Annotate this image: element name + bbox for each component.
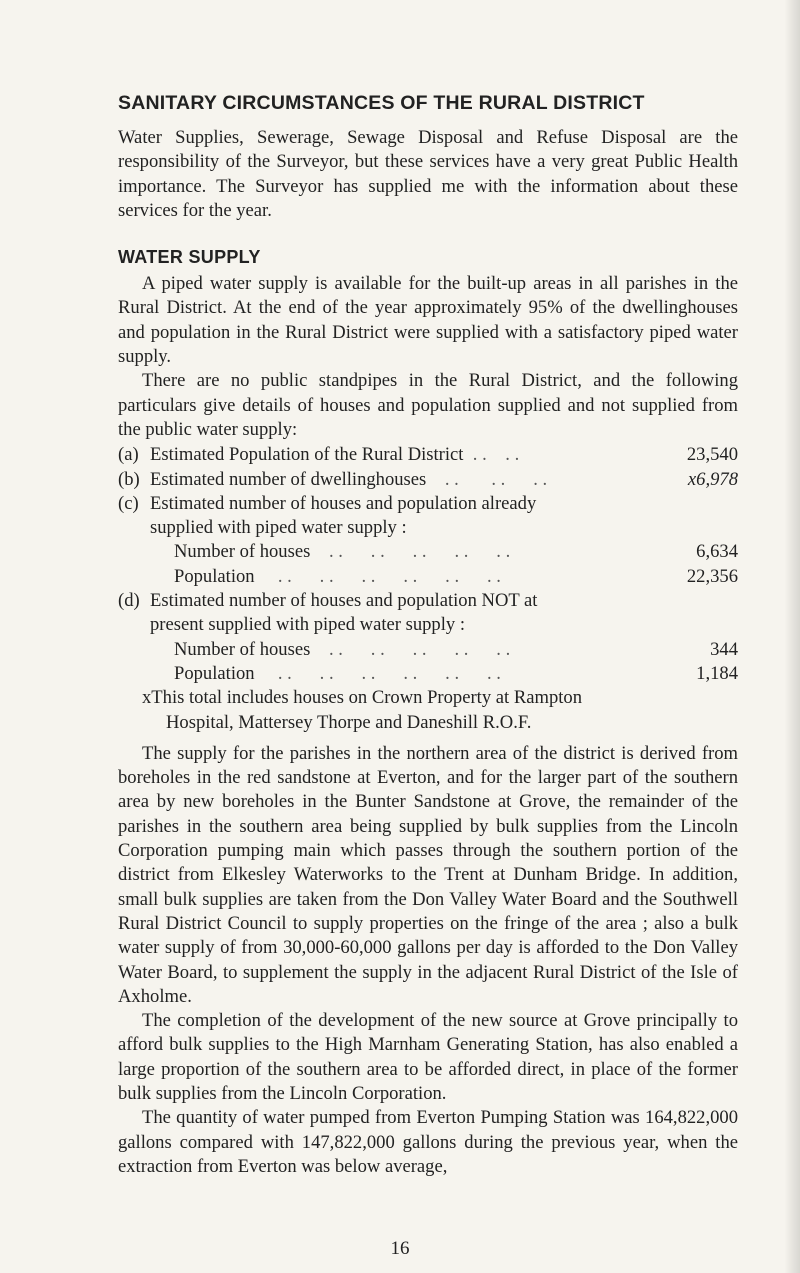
item-label: (a) <box>118 444 139 466</box>
water-supply-paragraph-1: A piped water supply is available for the built-up areas in all parishes in the Rural District. At the end of the year approximately 95% of the dwellinghouses and population in the Rural District were supplied with a satisfactory piped water supply. <box>118 273 738 368</box>
item-text: Estimated number of houses and population already <box>150 492 537 514</box>
list-item-d <box>118 589 738 613</box>
leader-dots: . . . . . . . . . . <box>310 541 511 563</box>
item-value: 23,540 <box>686 444 738 466</box>
page-title: SANITARY CIRCUMSTANCES OF THE RURAL DISTRICT <box>118 92 645 114</box>
statistics-list <box>118 443 738 735</box>
water-supply-paragraph-4: The completion of the development of the new source at Grove principally to afford bulk supplies to the High Marnham Generating Station, has also enabled a large proportion of the southern area to be afforded direct, in place of the former bulk supplies from the Lincoln Corporation. <box>118 1010 738 1104</box>
leader-dots: . . . . . . . . . . <box>310 638 511 660</box>
item-value: 6,634 <box>696 541 738 563</box>
item-label: (d) <box>118 590 140 612</box>
item-text: Estimated number of dwellinghouses <box>150 468 427 490</box>
item-label: (b) <box>118 468 140 490</box>
leader-dots: . . . . . . <box>426 468 548 490</box>
list-item-b <box>118 468 738 492</box>
water-supply-paragraph-2: There are no public standpipes in the Rural District, and the following particulars give details of houses and population supplied and not supplied from the public water supply: <box>118 370 738 440</box>
item-text-continued: present supplied with piped water supply : <box>150 614 466 636</box>
leader-dots: . . . . <box>463 444 520 466</box>
item-text-continued: supplied with piped water supply : <box>150 517 407 539</box>
footnote: xThis total includes houses on Crown Property at Rampton <box>142 687 583 709</box>
leader-dots: . . . . . . . . . . . . <box>254 662 501 684</box>
intro-paragraph: Water Supplies, Sewerage, Sewage Disposal and Refuse Disposal are the responsibility of the Surveyor, but these services have a very great Public Health importance. The Surveyor has supplied me with the information about these services for the year. <box>118 127 738 221</box>
document-page <box>118 92 738 1179</box>
list-subitem: Number of houses . . . . . . . . . . 6,634 <box>118 540 738 564</box>
list-subitem: Number of houses . . . . . . . . . . 344 <box>118 638 738 662</box>
list-subitem: Population . . . . . . . . . . . . 1,184 <box>118 662 738 686</box>
leader-dots: . . . . . . . . . . . . <box>254 565 501 587</box>
item-label: (c) <box>118 492 139 514</box>
list-item-a <box>118 443 738 467</box>
page-edge-shadow <box>784 0 800 1273</box>
item-value: 344 <box>710 638 738 660</box>
list-item-c <box>118 492 738 516</box>
section-heading: WATER SUPPLY <box>118 247 261 268</box>
item-text: Estimated Population of the Rural District <box>150 444 464 466</box>
item-value: 1,184 <box>696 662 738 684</box>
footnote-continued: Hospital, Mattersey Thorpe and Daneshill R.O.F. <box>166 711 532 733</box>
water-supply-paragraph-3: The supply for the parishes in the northern area of the district is derived from boreholes in the red sandstone at Everton, and for the larger part of the southern area by new boreholes in the Bunter Sandstone at Grove, the remainder of the parishes in the southern area being supplied by bulk supplies from the Lincoln Corporation pumping main which passes through the southern portion of the district from Elkesley Waterworks to the Trent at Dunham Bridge. In addition, small bulk supplies are taken from the Don Valley Water Board and the Southwell Rural District Council to supply properties on the fringe of the area ; also a bulk water supply of from 30,000-60,000 gallons per day is afforded to the Don Valley Water Board, to supplement the supply in the adjacent Rural District of the Isle of Axholme. <box>118 742 738 1007</box>
item-value: 22,356 <box>686 565 738 587</box>
item-text: Estimated number of houses and population NOT at <box>150 590 538 612</box>
list-subitem: Population . . . . . . . . . . . . 22,356 <box>118 565 738 589</box>
item-value: x6,978 <box>687 468 738 490</box>
water-supply-paragraph-5: The quantity of water pumped from Everton Pumping Station was 164,822,000 gallons compared with 147,822,000 gallons during the previous year, when the extraction from Everton was below average, <box>118 1107 738 1177</box>
page-number: 16 <box>390 1238 410 1259</box>
